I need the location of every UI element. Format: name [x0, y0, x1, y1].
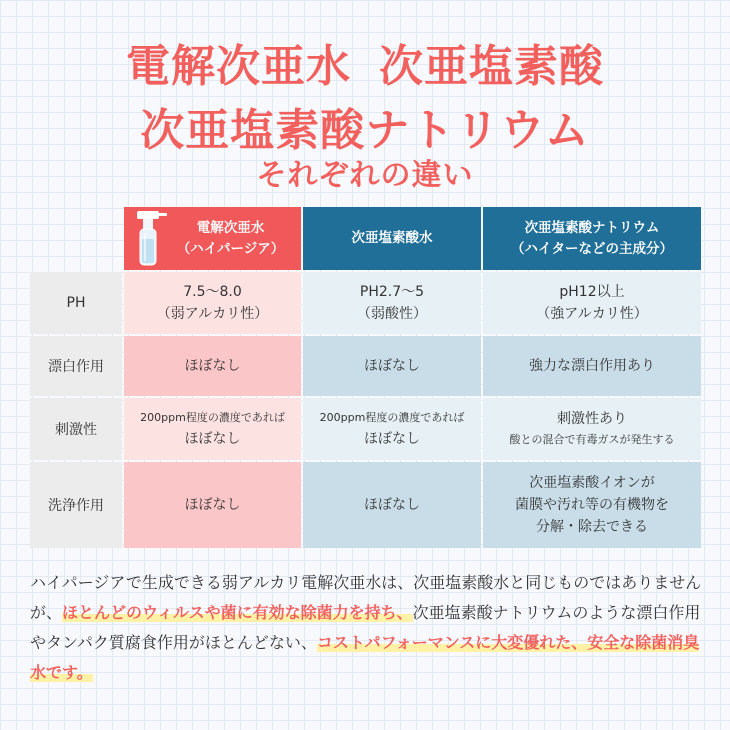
cell-value: 7.5〜8.0 [183, 284, 242, 300]
paragraph-text: ハイパージアで生成できる弱アルカリ電解次亜水は、次亜塩素酸水と同じものではありませんが、 [30, 573, 702, 622]
header-denkai-name: 電解次亜水 [196, 219, 265, 236]
description-paragraph [30, 568, 710, 688]
cell-note: （弱アルカリ性） [156, 306, 269, 322]
cell-ph-sodium [483, 272, 701, 334]
cell-note: （弱酸性） [357, 306, 427, 322]
cell-cleaning-jia-water [303, 462, 481, 548]
cell-cleaning-denkai [124, 462, 301, 548]
spray-bottle-icon [131, 209, 171, 269]
cell-note: 酸との混合で有毒ガスが発生する [509, 433, 675, 446]
cell-cleaning-sodium [483, 462, 701, 548]
highlight-text: コストパフォーマンスに大変優れた、安全な除菌消臭水です。 [30, 633, 700, 682]
title-hypochlorous-acid: 次亜塩素酸 [379, 41, 604, 92]
cell-value: ほぼなし [364, 358, 420, 374]
cell-note: 200ppm程度の濃度であれば [140, 411, 285, 424]
paragraph-text: 次亜塩素酸ナトリウムのような漂白作用やタンパク質腐食作用がほとんどない、 [30, 603, 701, 652]
header-denkai-note: （ハイパージア） [176, 240, 285, 257]
title-line-1 [0, 30, 730, 94]
row-label-bleach: 漂白作用 [30, 336, 122, 396]
header-sodium-name: 次亜塩素酸ナトリウム [524, 219, 660, 236]
cell-ph-denkai [124, 272, 301, 334]
cell-bleach-jia-water [303, 336, 481, 396]
cell-value: 菌膜や汚れ等の有機物を [515, 497, 669, 513]
cell-value: 強力な漂白作用あり [529, 358, 655, 374]
header-jia-water [303, 207, 481, 270]
header-jia-water-name: 次亜塩素酸水 [351, 230, 433, 246]
cell-value: ほぼなし [184, 358, 241, 374]
cell-irritation-jia-water [303, 398, 481, 460]
cell-value: 刺激性あり [557, 411, 627, 427]
row-label-irritation: 刺激性 [30, 398, 122, 460]
cell-value: ほぼなし [184, 431, 241, 447]
cell-ph-jia-water [303, 272, 481, 334]
cell-note: 200ppm程度の濃度であれば [319, 411, 465, 424]
row-label-cleaning: 洗浄作用 [30, 462, 122, 548]
cell-bleach-sodium [483, 336, 701, 396]
cell-value: ほぼなし [364, 431, 420, 447]
cell-value: ほぼなし [364, 497, 420, 513]
header-sodium-note: （ハイターなどの主成分） [511, 240, 673, 257]
cell-bleach-denkai [124, 336, 301, 396]
cell-irritation-denkai [124, 398, 301, 460]
title-hypo-water: 電解次亜水 [126, 41, 351, 92]
header-sodium [483, 207, 701, 270]
cell-value: pH12以上 [559, 284, 625, 300]
cell-value: 分解・除去できる [536, 519, 648, 535]
cell-note: （強アルカリ性） [536, 306, 648, 322]
title-line-2: 次亜塩素酸ナトリウム [140, 105, 590, 156]
cell-value: ほぼなし [184, 497, 241, 513]
cell-value: 次亜塩素酸イオンが [529, 475, 655, 491]
row-label-ph: PH [30, 272, 122, 334]
highlight-text: ほとんどのウィルスや菌に有効な除菌力を持ち、 [62, 603, 413, 622]
cell-value: PH2.7〜5 [359, 284, 425, 300]
cell-irritation-sodium [483, 398, 701, 460]
subtitle: それぞれの違い [256, 158, 474, 193]
